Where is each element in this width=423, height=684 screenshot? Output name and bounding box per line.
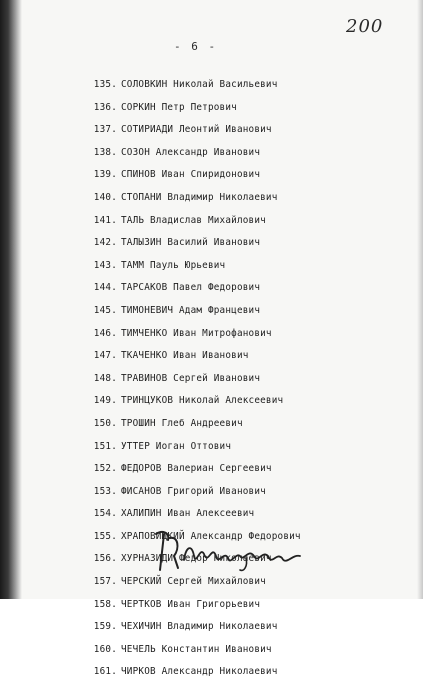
- entry-name: ТРАВИНОВ Сергей Иванович: [121, 372, 261, 384]
- entry-name: ЧЕХИЧИН Владимир Николаевич: [121, 621, 278, 633]
- list-item: [84, 74, 404, 97]
- entry-name: ТАРСАКОВ Павел Федорович: [121, 282, 261, 294]
- entry-number: 139.: [93, 169, 117, 181]
- entry-number: 142.: [93, 237, 117, 249]
- list-item: [84, 594, 404, 617]
- entry-name: ТРОШИН Глеб Андреевич: [121, 417, 243, 429]
- entry-number: 158.: [93, 598, 117, 610]
- entry-number: 149.: [93, 395, 117, 407]
- entry-name: СОЛОВКИН Николай Васильевич: [121, 79, 278, 90]
- entry-number: 156.: [93, 553, 117, 565]
- entry-name: ТИМЧЕНКО Иван Митрофанович: [121, 327, 272, 339]
- entry-name: ТАЛЬ Владислав Михайлович: [121, 214, 266, 226]
- entry-name: ХУРНАЗИДИ Федор Николаевич: [121, 553, 272, 565]
- entry-number: 135.: [93, 79, 117, 90]
- entry-name: ТАЛЫЗИН Василий Иванович: [121, 237, 261, 249]
- entry-number: 145.: [93, 304, 117, 316]
- entry-name: ЧИРКОВ Александр Николаевич: [121, 666, 278, 678]
- name-list: [84, 74, 404, 684]
- page-number: - 6 -: [174, 40, 218, 53]
- entry-name: СОРКИН Петр Петрович: [121, 101, 237, 113]
- entry-number: 143.: [93, 259, 117, 271]
- entry-name: ЧЕРТКОВ Иван Григорьевич: [121, 598, 261, 610]
- entry-number: 157.: [93, 576, 117, 588]
- list-item: [84, 639, 404, 662]
- list-item: [84, 232, 404, 255]
- list-item: [84, 413, 404, 436]
- list-item: [84, 164, 404, 187]
- entry-number: 161.: [93, 666, 117, 678]
- list-item: [84, 616, 404, 639]
- list-item: [84, 503, 404, 526]
- entry-number: 154.: [93, 508, 117, 520]
- handwritten-signature: [150, 526, 310, 574]
- entry-name: СОЗОН Александр Иванович: [121, 146, 261, 158]
- entry-number: 160.: [93, 643, 117, 655]
- entry-number: 159.: [93, 621, 117, 633]
- entry-name: ЧЕЧЕЛЬ Константин Иванович: [121, 643, 272, 655]
- entry-name: ТИМОНЕВИЧ Адам Францевич: [121, 304, 261, 316]
- list-item: [84, 458, 404, 481]
- list-item: [84, 661, 404, 684]
- entry-name: ТРИНЦУКОВ Николай Алексеевич: [121, 395, 284, 407]
- entry-name: ФЕДОРОВ Валериан Сергеевич: [121, 463, 272, 475]
- list-item: [84, 142, 404, 165]
- list-item: [84, 368, 404, 391]
- entry-number: 152.: [93, 463, 117, 475]
- entry-number: 150.: [93, 417, 117, 429]
- entry-number: 151.: [93, 440, 117, 452]
- entry-number: 155.: [93, 530, 117, 542]
- entry-number: 148.: [93, 372, 117, 384]
- entry-name: ФИСАНОВ Григорий Иванович: [121, 485, 266, 497]
- list-item: [84, 571, 404, 594]
- entry-number: 140.: [93, 191, 117, 203]
- entry-number: 137.: [93, 124, 117, 136]
- list-item: [84, 255, 404, 278]
- entry-number: 147.: [93, 350, 117, 362]
- list-item: [84, 187, 404, 210]
- list-item: [84, 277, 404, 300]
- list-item: [84, 300, 404, 323]
- entry-name: СПИНОВ Иван Спиридонович: [121, 169, 261, 181]
- list-item: [84, 323, 404, 346]
- entry-number: 146.: [93, 327, 117, 339]
- entry-name: ХРАПОВИЦКИЙ Александр Федорович: [121, 530, 301, 542]
- entry-name: ХАЛИПИН Иван Алексеевич: [121, 508, 255, 520]
- entry-name: ТКАЧЕНКО Иван Иванович: [121, 350, 249, 362]
- list-item: [84, 481, 404, 504]
- page-edge: [417, 0, 423, 599]
- entry-name: ТАММ Пауль Юрьевич: [121, 259, 226, 271]
- list-item: [84, 119, 404, 142]
- entry-number: 141.: [93, 214, 117, 226]
- entry-name: СОТИРИАДИ Леонтий Иванович: [121, 124, 272, 136]
- list-item: [84, 97, 404, 120]
- archive-page-number: 200: [346, 16, 384, 37]
- list-item: [84, 345, 404, 368]
- entry-number: 136.: [93, 101, 117, 113]
- entry-number: 138.: [93, 146, 117, 158]
- list-item: [84, 436, 404, 459]
- entry-name: УТТЕР Иоган Оттович: [121, 440, 232, 452]
- entry-number: 144.: [93, 282, 117, 294]
- entry-name: СТОПАНИ Владимир Николаевич: [121, 191, 278, 203]
- entry-name: ЧЕРСКИЙ Сергей Михайлович: [121, 576, 266, 588]
- entry-number: 153.: [93, 485, 117, 497]
- binding-shadow: [0, 0, 22, 599]
- list-item: [84, 210, 404, 233]
- list-item: [84, 390, 404, 413]
